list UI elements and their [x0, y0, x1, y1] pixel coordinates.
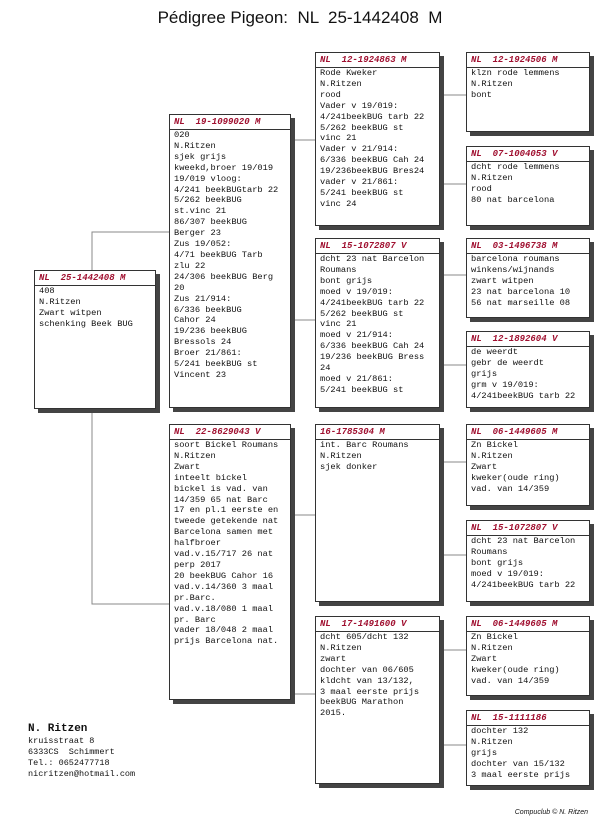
ring-number: NL 12-1924863 M: [316, 55, 439, 68]
card-line: vinc 21: [320, 133, 357, 144]
card-line: de weerdt: [471, 347, 518, 357]
card-line: klzn rode lemmens: [471, 68, 560, 78]
card-line: N.Ritzen: [320, 78, 362, 89]
card-lines: [320, 632, 436, 719]
card-ffm: [466, 146, 590, 226]
line-ff-fff: [442, 95, 466, 140]
ring-number: 16-1785304 M: [316, 427, 439, 440]
card-ff: [315, 52, 440, 226]
card-line: dcht 23 nat Barcelon: [471, 536, 576, 546]
card-line: 24/306 beekBUG Berg: [174, 271, 274, 282]
card-line: N.Ritzen: [471, 736, 513, 747]
card-line: 19/236 beekBUG Bress: [320, 352, 425, 363]
card-line: Bressols 24: [174, 337, 232, 348]
card-line: sjek donker: [320, 461, 378, 472]
card-line: kweekd,broer 19/019: [174, 162, 274, 173]
card-line: vinc 24: [320, 198, 357, 209]
card-line: kweker(oude ring): [471, 664, 560, 675]
card-mother: [169, 424, 291, 700]
card-line: pr.Barc.: [174, 592, 216, 603]
card-line: beekBUG Marathon: [320, 697, 404, 708]
card-fff: [466, 52, 590, 132]
card-line: 17 en pl.1 eerste en: [174, 505, 279, 516]
card-mm: [315, 616, 440, 784]
card-line: halfbroer: [174, 538, 221, 549]
card-line: Berger 23: [174, 228, 221, 239]
ring-number: NL 25-1442408 M: [35, 273, 155, 286]
card-line: 4/241beekBUG tarb 22: [471, 579, 576, 590]
card-subject: [34, 270, 156, 409]
card-line: zwart witpen: [471, 275, 534, 286]
card-line: dochter van 06/605: [320, 664, 414, 675]
ring-number: NL 17-1491600 V: [316, 619, 439, 632]
line-mf-mff: [442, 462, 466, 515]
ring-number: NL 03-1496738 M: [467, 241, 589, 254]
breeder-phone: Tel.: 0652477718: [28, 758, 110, 768]
line-mother-mm: [290, 515, 316, 694]
breeder-postcode-city: 6333CS Schimmert: [28, 747, 115, 757]
card-line: dochter van 15/132: [471, 758, 565, 769]
card-line: 24: [320, 363, 331, 374]
card-line: Rode Kweker: [320, 68, 378, 78]
card-mff: [466, 424, 590, 506]
card-mf: [315, 424, 440, 602]
card-line: 20 beekBUG Cahor 16: [174, 570, 274, 581]
card-line: N.Ritzen: [320, 642, 362, 653]
line-subject-father: [92, 232, 171, 271]
ring-number: NL 15-1072807 V: [316, 241, 439, 254]
card-line: sjek grijs: [174, 151, 227, 162]
card-line: kldcht van 13/132,: [320, 675, 414, 686]
card-line: barcelona roumans: [471, 254, 560, 264]
card-lines: [471, 536, 586, 591]
card-line: 5/241 beekBUG st: [174, 359, 258, 370]
card-line: dcht 605/dcht 132: [320, 632, 409, 642]
card-line: 5/262 beekBUG: [174, 195, 242, 206]
card-line: 6/336 beekBUG: [174, 304, 242, 315]
breeder-address: kruisstraat 8: [28, 736, 95, 746]
footer-credit: Compuclub © N. Ritzen: [514, 809, 588, 816]
ring-number: NL 22-8629043 V: [170, 427, 290, 440]
line-subject-mother: [92, 408, 171, 604]
line-father-ff: [290, 140, 316, 218]
card-mmf: [466, 616, 590, 696]
card-line: Zwart witpen: [39, 307, 102, 318]
card-line: Cahor 24: [174, 315, 216, 326]
card-line: inteelt bickel: [174, 472, 247, 483]
card-line: 4/241 beekBUGtarb 22: [174, 184, 279, 195]
card-line: moed v 19/019:: [320, 286, 393, 297]
card-mfm: [466, 520, 590, 602]
card-line: 86/307 beekBUG: [174, 217, 247, 228]
line-fm-fmm: [442, 320, 466, 365]
card-line: vad. van 14/359: [471, 483, 550, 494]
card-line: Vincent 23: [174, 369, 227, 380]
card-line: soort Bickel Roumans: [174, 440, 279, 450]
card-line: bickel is vad. van: [174, 483, 268, 494]
card-line: 408: [39, 286, 55, 296]
card-line: kweker(oude ring): [471, 472, 560, 483]
line-father-fm: [290, 218, 316, 320]
card-line: Roumans: [471, 546, 508, 557]
line-fm-fmf: [442, 275, 466, 320]
page-title: Pédigree Pigeon: NL 25-1442408 M: [157, 8, 443, 27]
card-line: 20: [174, 282, 185, 293]
card-line: bont: [471, 89, 492, 100]
card-father: [169, 114, 291, 408]
breeder-info: [28, 722, 135, 780]
ring-number: NL 07-1004053 V: [467, 149, 589, 162]
card-line: 3 maal eerste prijs: [320, 686, 420, 697]
card-line: Zwart: [174, 461, 201, 472]
card-line: moed v 21/861:: [320, 373, 393, 384]
card-line: grijs: [471, 747, 498, 758]
card-line: 80 nat barcelona: [471, 194, 555, 205]
card-lines: [471, 347, 586, 402]
card-line: grijs: [471, 368, 498, 379]
card-line: Vader v 21/914:: [320, 144, 399, 155]
card-line: int. Barc Roumans: [320, 440, 409, 450]
card-line: Broer 21/861:: [174, 348, 242, 359]
ring-number: NL 06-1449605 M: [467, 619, 589, 632]
card-lines: [320, 440, 436, 473]
breeder-name: N. Ritzen: [28, 723, 88, 735]
card-line: st.vinc 21: [174, 206, 227, 217]
card-line: N.Ritzen: [174, 450, 216, 461]
card-fmm: [466, 331, 590, 408]
card-line: vinc 21: [320, 319, 357, 330]
card-line: 19/236beekBUG Bres24: [320, 166, 425, 177]
card-line: 020: [174, 130, 190, 140]
card-mmm: [466, 710, 590, 786]
card-line: vad. van 14/359: [471, 675, 550, 686]
breeder-email[interactable]: nicritzen@hotmail.com: [28, 769, 136, 779]
card-line: Zus 19/052:: [174, 239, 232, 250]
card-line: Vader v 19/019:: [320, 100, 399, 111]
line-mf-mfm: [442, 515, 466, 555]
card-line: 5/241 beekBUG st: [320, 384, 404, 395]
card-line: bont grijs: [320, 275, 373, 286]
card-line: vad.v.15/717 26 nat: [174, 549, 274, 560]
card-line: N.Ritzen: [471, 450, 513, 461]
card-line: 3 maal eerste prijs: [471, 769, 571, 780]
card-line: Zn Bickel: [471, 632, 518, 642]
card-line: N.Ritzen: [471, 172, 513, 183]
card-line: rood: [471, 183, 492, 194]
card-line: 56 nat marseille 08: [471, 297, 571, 308]
card-lines: [320, 254, 436, 396]
ring-number: NL 12-1892604 V: [467, 334, 589, 347]
card-line: 4/241beekBUG tarb 22: [320, 297, 425, 308]
card-lines: [39, 286, 152, 330]
card-line: 19/236 beekBUG: [174, 326, 247, 337]
card-lines: [471, 162, 586, 206]
card-lines: [174, 130, 287, 381]
card-lines: [471, 726, 586, 781]
card-lines: [471, 440, 586, 495]
card-line: Barcelona samen met: [174, 527, 274, 538]
card-line: moed v 21/914:: [320, 330, 393, 341]
card-line: 4/241beekBUG tarb 22: [320, 111, 425, 122]
ring-number: NL 15-1072807 V: [467, 523, 589, 536]
card-lines: [471, 68, 586, 101]
card-line: schenking Beek BUG: [39, 318, 133, 329]
ring-number: NL 15-1111186: [467, 713, 589, 726]
card-line: 6/336 beekBUG Cah 24: [320, 155, 425, 166]
card-line: dochter 132: [471, 726, 529, 736]
card-lines: [174, 440, 287, 647]
card-line: 6/336 beekBUG Cah 24: [320, 341, 425, 352]
card-line: 14/359 65 nat Barc: [174, 494, 268, 505]
card-line: pr. Barc: [174, 614, 216, 625]
card-fm: [315, 238, 440, 408]
ring-number: NL 06-1449605 M: [467, 427, 589, 440]
card-line: N.Ritzen: [39, 296, 81, 307]
card-line: vad.v.18/080 1 maal: [174, 603, 274, 614]
card-line: zlu 22: [174, 260, 206, 271]
card-line: Zwart: [471, 653, 498, 664]
card-line: N.Ritzen: [471, 642, 513, 653]
card-line: winkens/wijnands: [471, 264, 555, 275]
card-line: moed v 19/019:: [471, 568, 544, 579]
card-line: 4/241beekBUG tarb 22: [471, 390, 576, 401]
card-line: 19/019 vloog:: [174, 173, 242, 184]
card-line: 5/262 beekBUG st: [320, 308, 404, 319]
card-line: Zn Bickel: [471, 440, 518, 450]
card-line: prijs Barcelona nat.: [174, 636, 279, 647]
card-line: rood: [320, 89, 341, 100]
card-line: grm v 19/019:: [471, 379, 539, 390]
card-line: dcht 23 nat Barcelon: [320, 254, 425, 264]
card-line: N.Ritzen: [174, 140, 216, 151]
card-line: bont grijs: [471, 557, 524, 568]
card-line: dcht rode lemmens: [471, 162, 560, 172]
card-line: vader v 21/861:: [320, 177, 399, 188]
ring-number: NL 19-1099020 M: [170, 117, 290, 130]
line-mm-mmf: [442, 650, 466, 694]
card-lines: [471, 254, 586, 309]
card-line: 5/241 beekBUG st: [320, 187, 404, 198]
card-line: Zwart: [471, 461, 498, 472]
card-lines: [320, 68, 436, 210]
card-line: 2015.: [320, 708, 347, 719]
card-line: vader 18/048 2 maal: [174, 625, 274, 636]
card-line: Roumans: [320, 264, 357, 275]
card-lines: [471, 632, 586, 687]
card-line: N.Ritzen: [471, 78, 513, 89]
ring-number: NL 12-1924506 M: [467, 55, 589, 68]
card-line: perp 2017: [174, 559, 221, 570]
line-ff-ffm: [442, 140, 466, 184]
card-line: 23 nat barcelona 10: [471, 286, 571, 297]
card-line: 5/262 beekBUG st: [320, 122, 404, 133]
line-mm-mmm: [442, 694, 466, 745]
card-line: vad.v.14/360 3 maal: [174, 581, 274, 592]
card-line: N.Ritzen: [320, 450, 362, 461]
card-line: gebr de weerdt: [471, 357, 544, 368]
card-line: tweede getekende nat: [174, 516, 279, 527]
card-line: Zus 21/914:: [174, 293, 232, 304]
card-fmf: [466, 238, 590, 318]
card-line: 4/71 beekBUG Tarb: [174, 249, 263, 260]
card-line: zwart: [320, 653, 347, 664]
